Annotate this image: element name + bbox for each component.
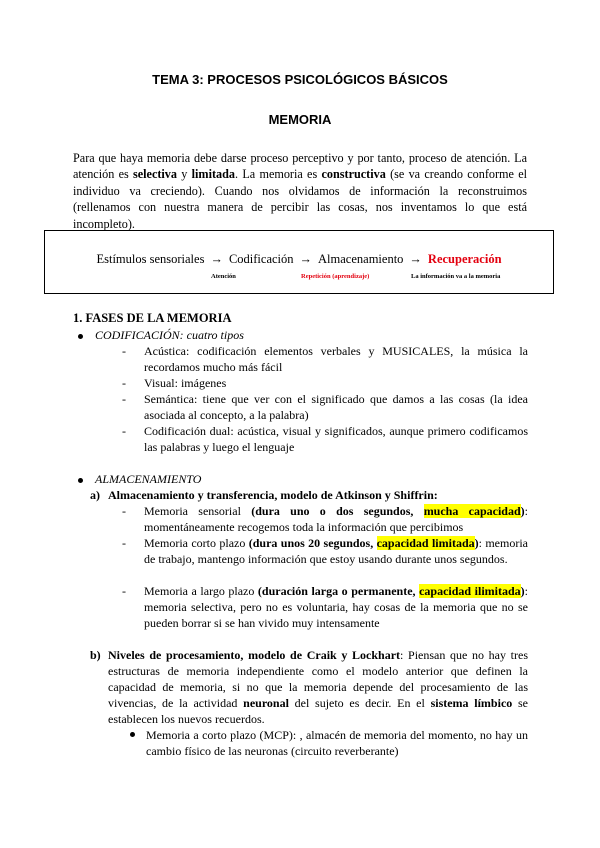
flow-step-almacenamiento: Almacenamiento [318, 252, 404, 266]
dash-icon: - [122, 584, 126, 598]
bullet-icon [78, 334, 83, 339]
flow-step-recuperacion: Recuperación [427, 252, 502, 266]
subsection-a [90, 487, 438, 503]
dash-icon: - [122, 424, 126, 438]
arrow-icon: → [409, 252, 422, 266]
list-item-text: Visual: imágenes [144, 376, 227, 390]
text-bold: (duración larga o permanente, [257, 584, 420, 598]
text-span: Memoria a largo plazo [144, 584, 258, 598]
list-item-text [144, 503, 528, 535]
list-item-text: Semántica: tiene que ver con el significado que damos a las cosas (la idea asociada al concepto, a la palabra) [144, 392, 528, 422]
list-item [122, 391, 528, 423]
intro-paragraph [73, 150, 527, 232]
list-item [122, 535, 528, 567]
list-item [122, 583, 528, 631]
bullet-icon [78, 478, 83, 483]
arrow-icon: → [210, 252, 223, 266]
flow-step-estimulos: Estímulos sensoriales [96, 252, 205, 266]
text-bold: sistema límbico [430, 696, 513, 710]
text-bold: ) [474, 536, 479, 550]
text-bold: (dura uno o dos segundos, [251, 504, 424, 518]
highlight-text: mucha capacidad [423, 504, 521, 518]
list-item-text: Memoria a corto plazo (MCP): , almacén de memoria del momento, no hay un cambio físico de las neuronas (circuito reverberante) [146, 728, 528, 758]
arrow-icon: → [299, 252, 313, 266]
text-span: del sujeto es decir. En el [288, 696, 431, 710]
subsection-b-label: b) [90, 648, 101, 662]
memory-flow-box [44, 230, 554, 294]
list-item-text [144, 583, 528, 631]
highlight-text: capacidad limitada [376, 536, 475, 550]
text-bold: neuronal [243, 696, 289, 710]
intro-text-2: . La memoria es [235, 167, 322, 182]
text-span: Memoria corto plazo [144, 536, 249, 550]
subsection-a-label: a) [90, 488, 100, 502]
bullet-codificacion [78, 327, 244, 343]
text-span: Memoria sensorial [144, 504, 252, 518]
list-item [122, 423, 528, 455]
dash-icon: - [122, 536, 126, 550]
document-subtitle: MEMORIA [268, 112, 332, 127]
highlight-text: capacidad ilimitada [419, 584, 521, 598]
bullet-icon [130, 732, 135, 737]
flow-step-codificacion: Codificación [228, 252, 294, 266]
subsection-b [90, 647, 528, 727]
dash-icon: - [122, 392, 126, 406]
text-span: : momentáneamente recogemos toda la información que percibimos [144, 504, 528, 534]
text-bold: (dura unos 20 segundos, [248, 536, 377, 550]
almacenamiento-heading: ALMACENAMIENTO [95, 472, 202, 486]
flow-sub-atencion: Atención [211, 273, 236, 280]
text-span: : memoria selectiva, pero no es voluntaria, hay cosas de la memoria que no se pueden borrar si se han vivido muy intensamente [144, 584, 528, 630]
subsection-a-title: Almacenamiento y transferencia, modelo de Atkinson y Shiffrin: [108, 488, 438, 502]
intro-text-3: (se va creando conforme el individuo va creciendo). Cuando nos olvidamos de información la reconstruimos (rellenamos con nuestra manera de percibir las cosas, nos inventamos lo que está incompleto). [73, 167, 527, 231]
intro-selectiva: selectiva [133, 167, 177, 182]
text-bold: ) [520, 584, 525, 598]
dash-icon: - [122, 504, 126, 518]
subsection-b-title: Niveles de procesamiento, modelo de Craik y Lockhart [108, 648, 401, 662]
intro-constructiva: constructiva [321, 167, 386, 182]
text-span: : Piensan que no hay tres estructuras de memoria independiente como el modelo anterior que definen la capacidad de memoria, si no que la memoria depende del procesamiento de las vivencias, de la actividad [108, 648, 528, 710]
list-item-text: Acústica: codificación elementos verbales y MUSICALES, la música la recordamos mucho más fácil [144, 344, 528, 374]
text-span: se establecen los nuevos recuerdos. [108, 696, 528, 726]
dash-icon: - [122, 376, 126, 390]
section-heading-fases: 1. FASES DE LA MEMORIA [73, 311, 232, 325]
list-item [122, 503, 528, 535]
text-span: : memoria de trabajo, mantengo información que estoy usando durante unos segundos. [144, 536, 528, 566]
intro-text-1: Para que haya memoria debe darse proceso perceptivo y por tanto, proceso de atención. La atención es [73, 151, 527, 182]
flow-row [45, 251, 553, 267]
flow-sub-repeticion: Repetición (aprendizaje) [301, 273, 370, 280]
list-item-text: Codificación dual: acústica, visual y significados, aunque primero codificamos las palabras y luego el lenguaje [144, 424, 528, 454]
document-title: TEMA 3: PROCESOS PSICOLÓGICOS BÁSICOS [152, 72, 448, 87]
intro-y: y [177, 167, 192, 182]
codificacion-heading: CODIFICACIÓN: cuatro tipos [95, 328, 244, 342]
bullet-almacenamiento [78, 471, 201, 487]
dash-icon: - [122, 344, 126, 358]
list-item [122, 375, 528, 391]
intro-limitada: limitada [191, 167, 235, 182]
text-bold: ) [520, 504, 525, 518]
list-item [126, 727, 528, 759]
list-item [122, 343, 528, 375]
flow-sub-informacion: La información va a la memoria [411, 273, 501, 280]
list-item-text [144, 535, 528, 567]
